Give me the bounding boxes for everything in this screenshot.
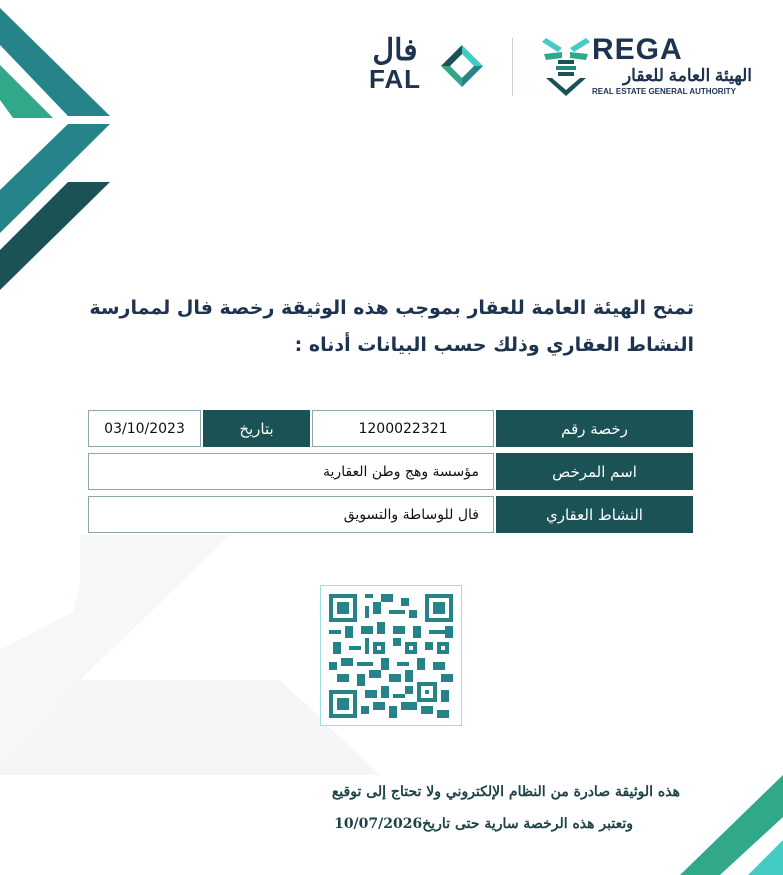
intro-line-1: تمنح الهيئة العامة للعقار بموجب هذه الوثيقة رخصة فال لممارسة <box>89 297 694 319</box>
intro-line-2: النشاط العقاري وذلك حسب البيانات أدناه : <box>294 334 694 356</box>
activity-value: فال للوساطة والتسويق <box>88 496 494 533</box>
footer-note-line-2: وتعتبر هذه الرخصة سارية حتى تاريخ10/07/2026 <box>334 816 633 832</box>
licensee-name-value: مؤسسة وهج وطن العقارية <box>88 453 494 490</box>
date-label: بتاريخ <box>203 410 310 447</box>
footer-note-line-1: هذه الوثيقة صادرة من النظام الإلكتروني ولا تحتاج إلى توقيع <box>331 784 680 800</box>
licensee-name-label: اسم المرخص <box>496 453 693 490</box>
rega-logo <box>542 33 757 100</box>
qr-code <box>320 585 462 726</box>
activity-label: النشاط العقاري <box>496 496 693 533</box>
rega-acronym: REGA <box>592 33 683 66</box>
date-value: 03/10/2023 <box>88 410 201 447</box>
rega-palm-icon <box>542 36 590 98</box>
fal-logo-latin: FAL <box>368 64 422 94</box>
corner-stripe-decoration <box>680 765 783 875</box>
rega-arabic-name: الهيئة العامة للعقار <box>622 66 752 85</box>
rega-english-name: REAL ESTATE GENERAL AUTHORITY <box>592 87 737 96</box>
license-number-label: رخصة رقم <box>496 410 693 447</box>
qr-code-icon <box>329 594 453 718</box>
fal-logo-arabic: فال <box>372 34 418 67</box>
intro-paragraph <box>80 290 694 364</box>
header-divider <box>512 38 513 96</box>
fal-logo <box>355 35 487 97</box>
corner-chevron-decoration <box>0 0 120 300</box>
fal-diamond-icon <box>439 43 485 89</box>
license-number-value: 1200022321 <box>312 410 494 447</box>
